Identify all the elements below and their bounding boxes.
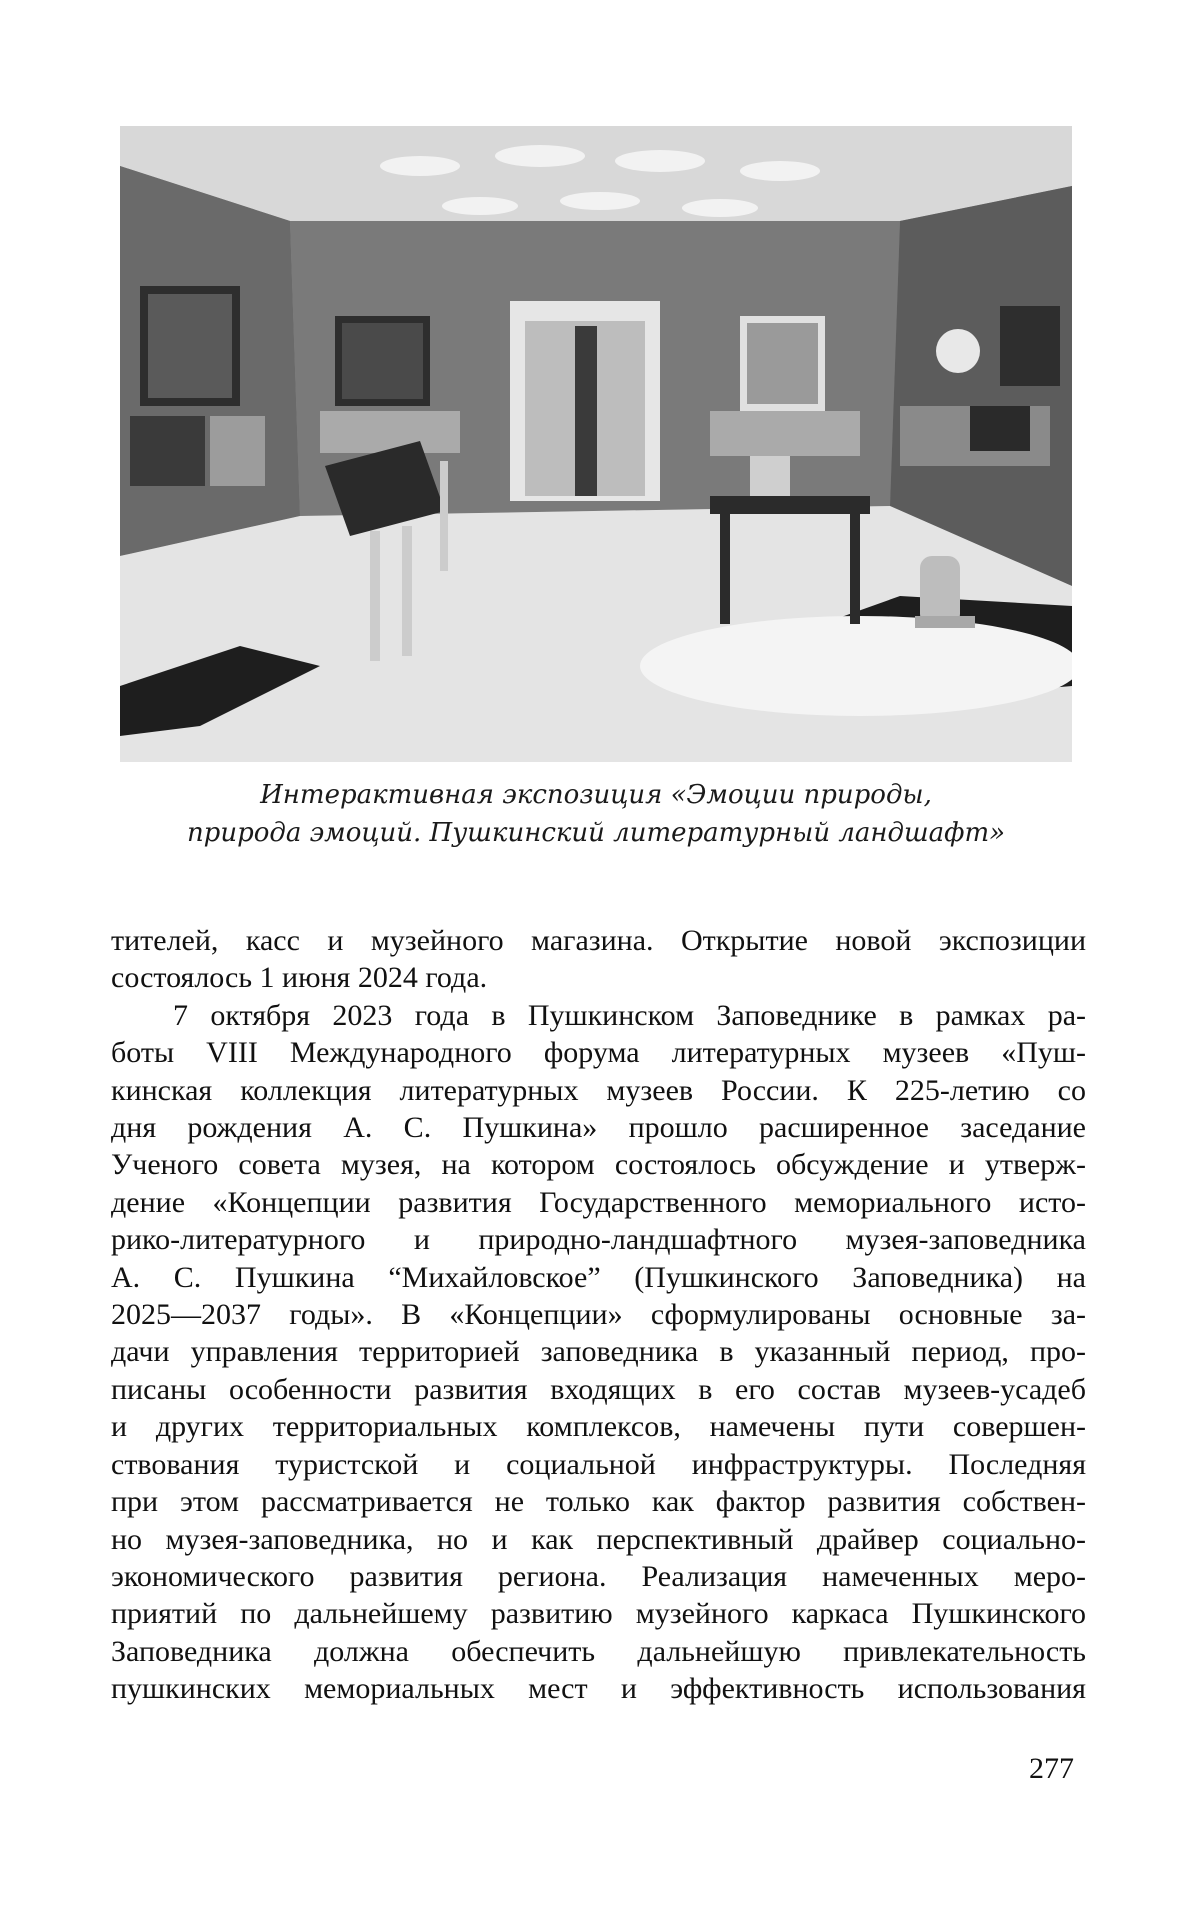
text-line: тителей, касс и музейного магазина. Открытие новой экспозиции: [111, 924, 1086, 957]
caption-line: природа эмоций. Пушкинский литературный ландшафт»: [186, 818, 1006, 848]
text-line: и других территориальных комплексов, намечены пути совершен-: [111, 1410, 1086, 1444]
paragraph: [111, 997, 1086, 1708]
text-line: но музея-заповедника, но и как перспективный драйвер социально-: [111, 1522, 1086, 1556]
text-line: 2025—2037 годы». В «Концепции» сформулированы основные за-: [111, 1298, 1086, 1332]
text-line: экономического развития региона. Реализация намеченных меро-: [111, 1559, 1086, 1593]
text-line: А. С. Пушкина “Михайловское” (Пушкинского Заповедника) на: [111, 1260, 1086, 1294]
text-line: ствования туристской и социальной инфраструктуры. Последняя: [111, 1447, 1086, 1481]
exhibition-hall-illustration: [120, 126, 1072, 762]
text-line: дня рождения А. С. Пушкина» прошло расширенное заседание: [111, 1111, 1086, 1145]
text-line: кинская коллекция литературных музеев России. К 225-летию со: [111, 1073, 1086, 1107]
text-line: дачи управления территорией заповедника в указанный период, про-: [111, 1335, 1086, 1369]
text-line: пушкинских мемориальных мест и эффективность использования: [111, 1672, 1086, 1706]
text-line: приятий по дальнейшему развитию музейного каркаса Пушкинского: [111, 1597, 1086, 1631]
page-number: 277: [1029, 1752, 1074, 1785]
text-line: дение «Концепции развития Государственного мемориального исто-: [111, 1185, 1086, 1219]
text-line: Заповедника должна обеспечить дальнейшую привлекательность: [111, 1634, 1086, 1668]
main-text: [111, 922, 1086, 1708]
paragraph: [111, 922, 1086, 997]
text-line: состоялось 1 июня 2024 года.: [111, 961, 488, 995]
photo-caption: [120, 776, 1072, 852]
text-line: писаны особенности развития входящих в его состав музеев-усадеб: [111, 1372, 1086, 1406]
exhibition-photo: [120, 126, 1072, 762]
caption-line: Интерактивная экспозиция «Эмоции природы,: [260, 780, 932, 810]
text-line: рико-литературного и природно-ландшафтного музея-заповедника: [111, 1223, 1086, 1257]
text-line: 7 октября 2023 года в Пушкинском Заповеднике в рамках ра-: [173, 998, 1086, 1032]
text-line: Ученого совета музея, на котором состоялось обсуждение и утверж-: [111, 1148, 1086, 1182]
text-line: боты VIII Международного форума литературных музеев «Пуш-: [111, 1036, 1086, 1070]
text-line: при этом рассматривается не только как фактор развития собствен-: [111, 1485, 1086, 1519]
